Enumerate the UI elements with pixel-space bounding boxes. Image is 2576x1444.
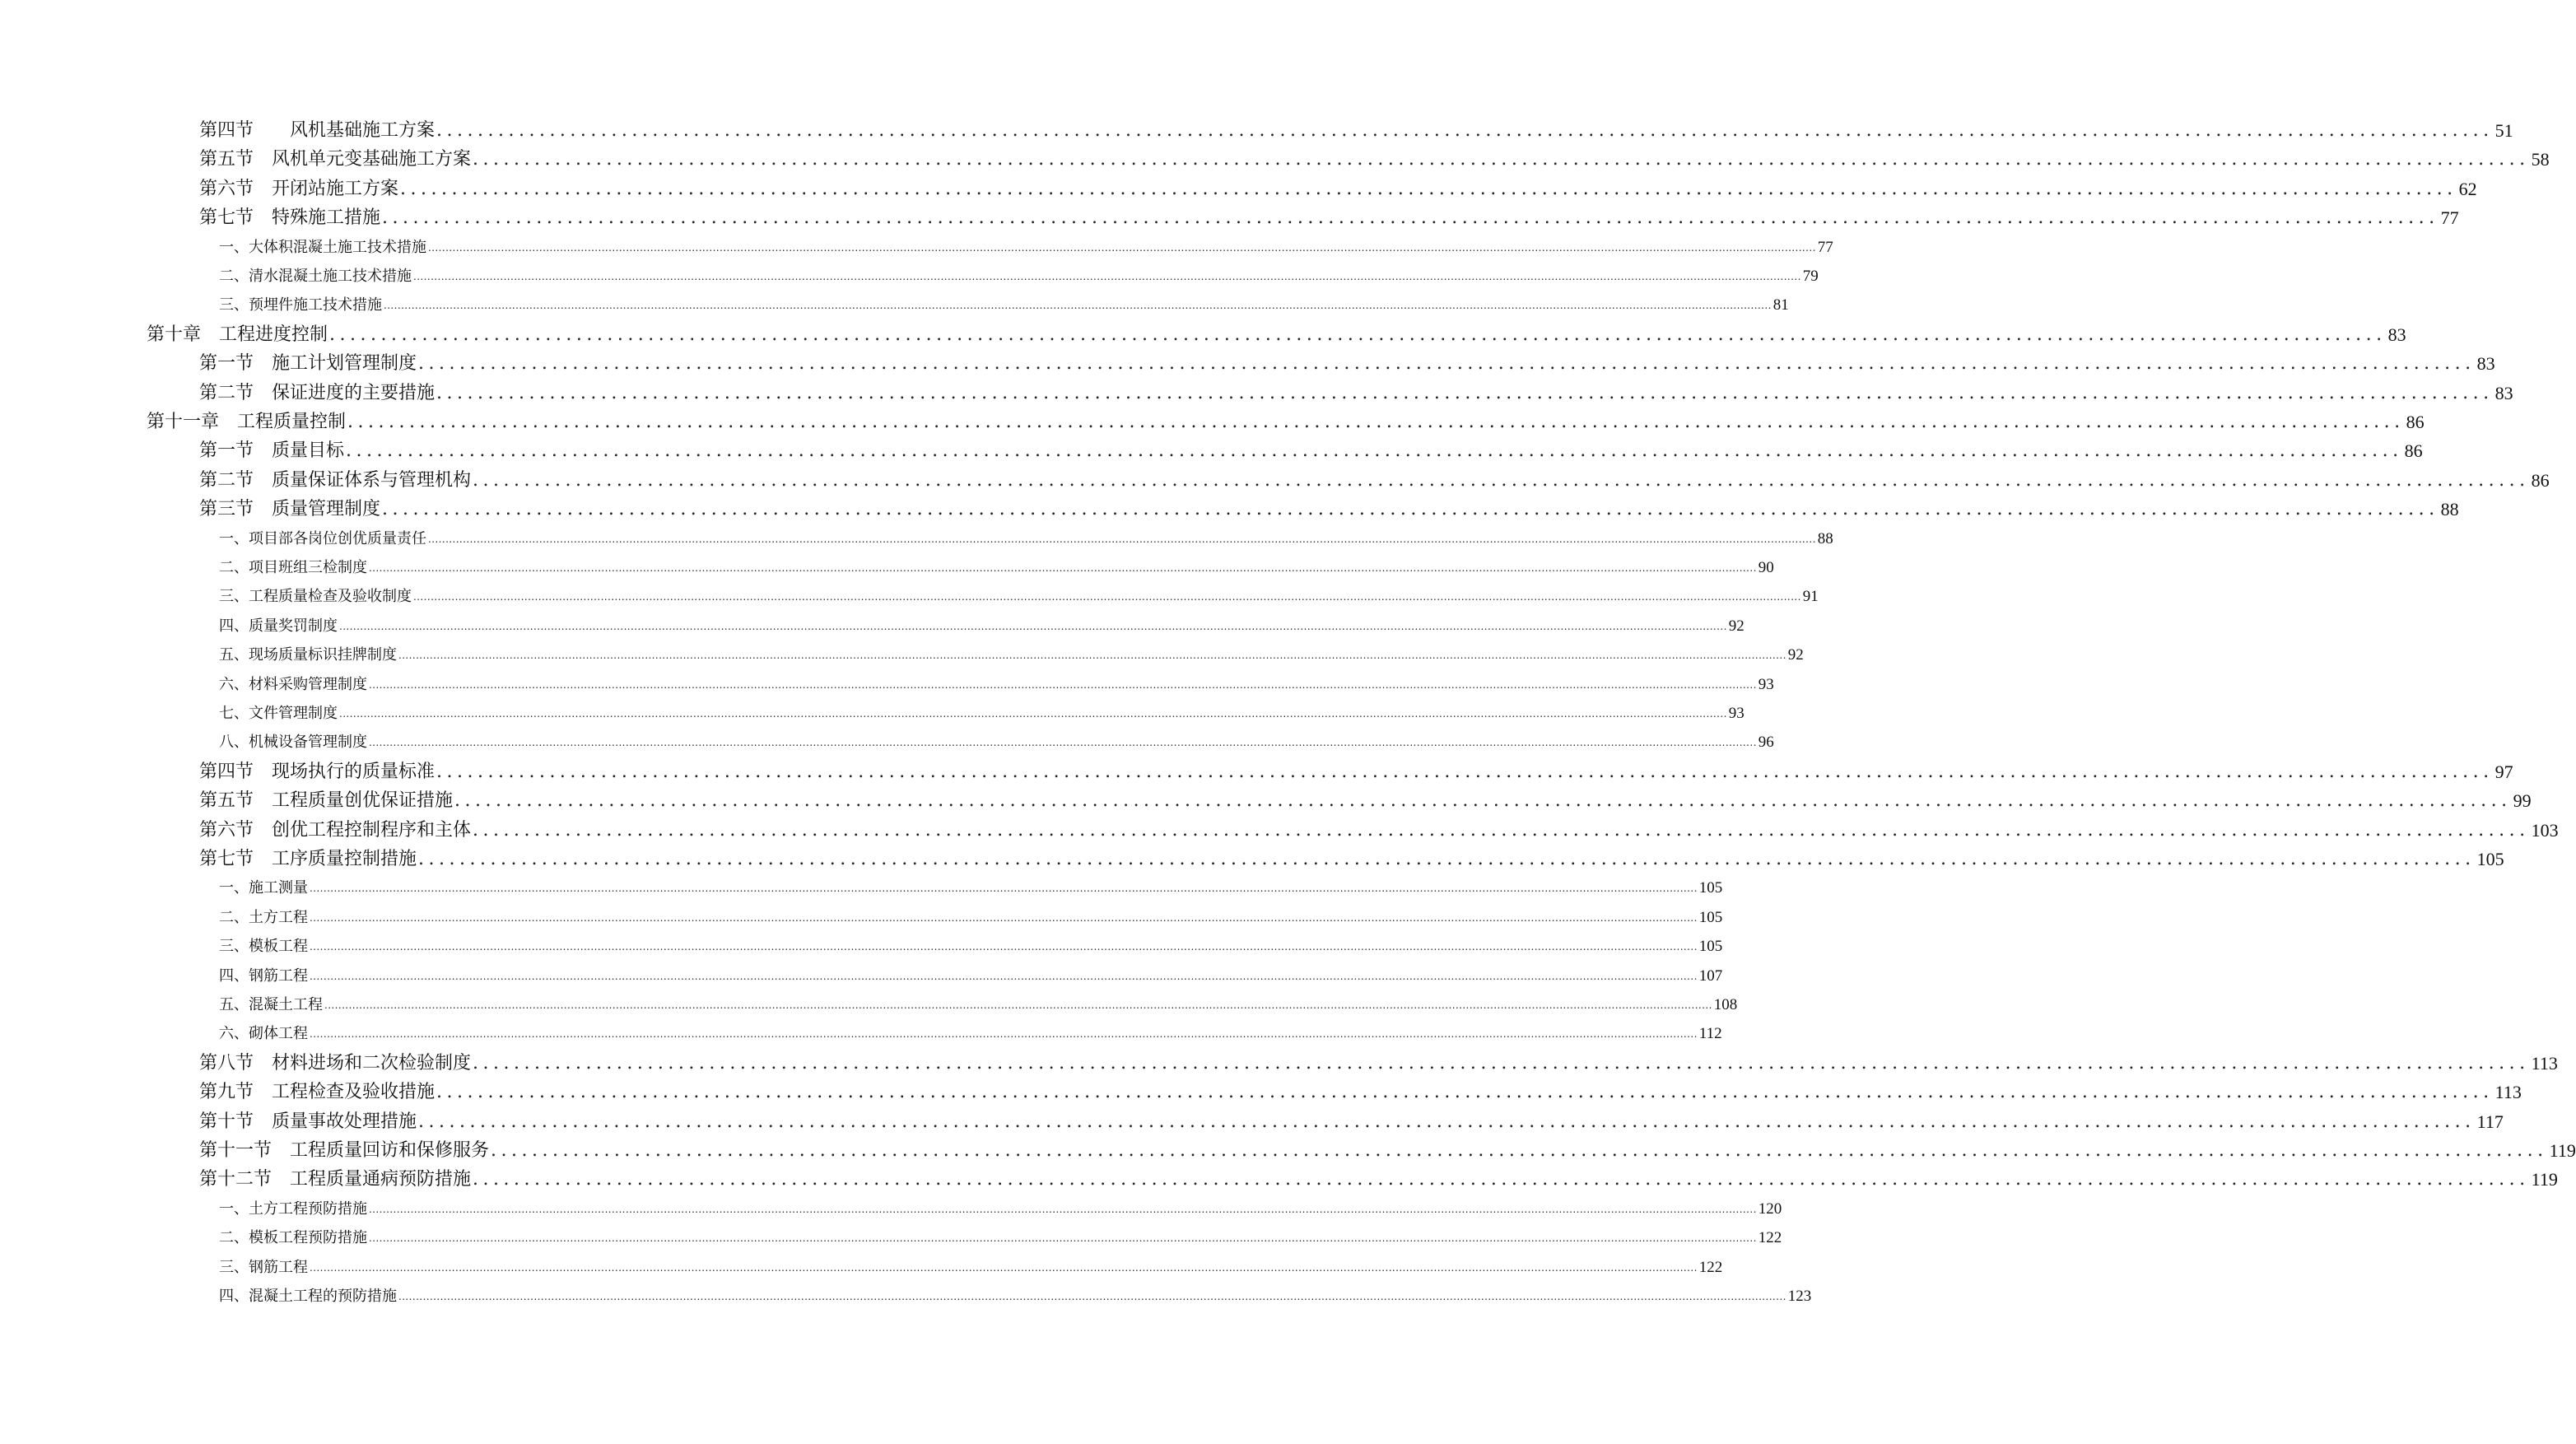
toc-entry-title: 第十一节 工程质量回访和保修服务	[199, 1140, 490, 1161]
dot-leader: ................................................................................................................................................................................................................................................................................................................................................................................................................	[310, 941, 1698, 953]
toc-entry-page-number: 77	[1817, 238, 1833, 256]
toc-entry-title: 二、清水混凝土施工技术措施	[219, 268, 412, 285]
toc-entry-item[interactable]	[219, 1226, 1782, 1251]
dot-leader: ........................................................................................................................................................................................................	[329, 324, 2387, 345]
toc-entry-title: 一、土方工程预防措施	[219, 1199, 367, 1218]
toc-entry-page-number: 92	[1787, 646, 1804, 664]
toc-entry-title: 第二节 保证进度的主要措施	[199, 382, 436, 403]
toc-entry-title: 四、质量奖罚制度	[219, 617, 338, 635]
dot-leader: ................................................................................................................................................................................................................................................................................................................................................................................................................	[413, 271, 1801, 282]
toc-entry-title: 八、机械设备管理制度	[219, 734, 367, 752]
toc-entry-page-number: 120	[1758, 1199, 1782, 1218]
toc-entry-title: 第六节 开闭站施工方案	[199, 178, 399, 199]
toc-entry-title: 第十一章 工程质量控制	[147, 412, 347, 432]
toc-entry-item[interactable]	[219, 906, 1723, 930]
toc-entry-title: 四、混凝土工程的预防措施	[219, 1288, 397, 1305]
dot-leader: ........................................................................................................................................................................................................	[418, 1111, 2476, 1132]
toc-entry-title: 第二节 质量保证体系与管理机构	[199, 469, 472, 491]
dot-leader: ................................................................................................................................................................................................................................................................................................................................................................................................................	[310, 1261, 1698, 1274]
toc-entry-item[interactable]	[219, 264, 1819, 289]
toc-entry-title: 二、土方工程	[219, 908, 308, 926]
toc-entry-item[interactable]	[219, 235, 1833, 260]
toc-entry-section[interactable]	[199, 1167, 2558, 1192]
toc-entry-title: 第五节 工程质量创优保证措施	[199, 790, 454, 812]
toc-entry-title: 六、材料采购管理制度	[219, 675, 367, 693]
toc-entry-title: 三、模板工程	[219, 938, 308, 956]
dot-leader: ........................................................................................................................................................................................................	[454, 790, 2512, 812]
dot-leader: ........................................................................................................................................................................................................	[382, 499, 2439, 520]
toc-entry-title: 一、大体积混凝土施工技术措施	[219, 238, 426, 256]
toc-entry-section[interactable]	[199, 847, 2504, 872]
dot-leader: ................................................................................................................................................................................................................................................................................................................................................................................................................	[310, 1028, 1698, 1041]
toc-entry-section[interactable]	[199, 789, 2532, 813]
toc-entry-title: 第十节 质量事故处理措施	[199, 1111, 417, 1132]
toc-entry-title: 一、项目部各岗位创优质量责任	[219, 529, 426, 547]
dot-leader: ................................................................................................................................................................................................................................................................................................................................................................................................................	[339, 620, 1727, 632]
toc-entry-section[interactable]	[199, 1110, 2504, 1134]
toc-entry-section[interactable]	[199, 206, 2459, 231]
toc-entry-item[interactable]	[219, 293, 1789, 318]
toc-entry-item[interactable]	[219, 964, 1723, 989]
dot-leader: ........................................................................................................................................................................................................	[473, 469, 2530, 491]
dot-leader: ................................................................................................................................................................................................................................................................................................................................................................................................................	[398, 650, 1786, 662]
toc-entry-page-number: 83	[2387, 324, 2406, 345]
toc-entry-section[interactable]	[199, 1139, 2576, 1163]
dot-leader: ................................................................................................................................................................................................................................................................................................................................................................................................................	[428, 533, 1816, 545]
toc-entry-page-number: 86	[2404, 440, 2423, 462]
toc-entry-page-number: 105	[1698, 938, 1723, 956]
toc-entry-section[interactable]	[199, 119, 2513, 143]
toc-entry-page-number: 119	[2549, 1140, 2576, 1161]
dot-leader: ........................................................................................................................................................................................................	[436, 1082, 2494, 1103]
toc-entry-title: 第九节 工程检查及验收措施	[199, 1082, 436, 1103]
toc-entry-section[interactable]	[199, 1080, 2522, 1105]
toc-entry-page-number: 93	[1728, 705, 1745, 722]
toc-entry-chapter[interactable]	[147, 410, 2425, 435]
dot-leader: ........................................................................................................................................................................................................	[473, 1052, 2530, 1074]
dot-leader: ................................................................................................................................................................................................................................................................................................................................................................................................................	[413, 591, 1801, 603]
toc-entry-title: 第五节 风机单元变基础施工方案	[199, 149, 472, 170]
toc-entry-title: 第十章 工程进度控制	[147, 324, 328, 345]
dot-leader: ................................................................................................................................................................................................................................................................................................................................................................................................................	[310, 883, 1698, 895]
toc-entry-page-number: 123	[1787, 1288, 1812, 1305]
toc-entry-title: 第三节 质量管理制度	[199, 499, 381, 520]
toc-entry-page-number: 86	[2406, 412, 2425, 432]
toc-entry-section[interactable]	[199, 468, 2550, 493]
toc-entry-item[interactable]	[219, 876, 1723, 901]
dot-leader: ................................................................................................................................................................................................................................................................................................................................................................................................................	[310, 911, 1698, 924]
toc-entry-page-number: 83	[2476, 353, 2495, 375]
toc-entry-section[interactable]	[199, 818, 2559, 843]
dot-leader: ........................................................................................................................................................................................................	[491, 1140, 2548, 1161]
toc-entry-page-number: 88	[1817, 529, 1833, 547]
toc-entry-item[interactable]	[219, 585, 1819, 609]
toc-entry-page-number: 105	[1698, 879, 1723, 897]
toc-entry-title: 第六节 创优工程控制程序和主体	[199, 819, 472, 841]
toc-entry-page-number: 88	[2440, 499, 2459, 520]
toc-entry-page-number: 93	[1758, 675, 1774, 693]
dot-leader: ........................................................................................................................................................................................................	[473, 1169, 2530, 1190]
toc-entry-item[interactable]	[219, 643, 1804, 668]
toc-entry-section[interactable]	[199, 439, 2423, 463]
dot-leader: ........................................................................................................................................................................................................	[347, 412, 2405, 432]
toc-entry-page-number: 92	[1728, 617, 1745, 635]
toc-entry-title: 第一节 质量目标	[199, 440, 345, 462]
toc-entry-page-number: 107	[1698, 967, 1723, 985]
toc-entry-title: 五、混凝土工程	[219, 996, 323, 1013]
toc-entry-item[interactable]	[219, 556, 1774, 580]
toc-entry-page-number: 113	[2494, 1082, 2522, 1103]
dot-leader: ................................................................................................................................................................................................................................................................................................................................................................................................................	[428, 241, 1816, 254]
toc-entry-page-number: 51	[2494, 120, 2513, 141]
toc-entry-item[interactable]	[219, 527, 1833, 552]
toc-entry-page-number: 91	[1802, 588, 1819, 606]
toc-entry-item[interactable]	[219, 614, 1745, 639]
toc-entry-page-number: 105	[1698, 908, 1723, 926]
toc-entry-item[interactable]	[219, 673, 1774, 697]
toc-entry-item[interactable]	[219, 1022, 1722, 1046]
toc-entry-title: 一、施工测量	[219, 879, 308, 897]
dot-leader: ........................................................................................................................................................................................................	[473, 149, 2530, 170]
toc-entry-title: 四、钢筋工程	[219, 967, 308, 985]
toc-entry-page-number: 117	[2476, 1111, 2504, 1132]
toc-entry-section[interactable]	[199, 760, 2513, 785]
toc-entry-page-number: 99	[2513, 790, 2532, 812]
toc-entry-page-number: 58	[2531, 149, 2550, 170]
dot-leader: ................................................................................................................................................................................................................................................................................................................................................................................................................	[310, 970, 1698, 982]
toc-entry-title: 三、钢筋工程	[219, 1258, 308, 1276]
toc-entry-page-number: 113	[2531, 1052, 2558, 1074]
toc-entry-title: 六、砌体工程	[219, 1025, 308, 1043]
toc-entry-section[interactable]	[199, 381, 2513, 406]
toc-entry-page-number: 79	[1802, 268, 1819, 285]
toc-entry-section[interactable]	[199, 1051, 2558, 1076]
toc-entry-item[interactable]	[219, 934, 1723, 959]
toc-entry-item[interactable]	[219, 1197, 1782, 1222]
dot-leader: ................................................................................................................................................................................................................................................................................................................................................................................................................	[384, 300, 1772, 312]
toc-entry-page-number: 77	[2440, 207, 2459, 229]
toc-entry-title: 五、现场质量标识挂牌制度	[219, 646, 397, 664]
toc-entry-title: 第四节 风机基础施工方案	[199, 120, 436, 141]
toc-entry-page-number: 119	[2531, 1169, 2558, 1190]
toc-entry-title: 第一节 施工计划管理制度	[199, 353, 417, 375]
toc-entry-title: 第七节 特殊施工措施	[199, 207, 381, 229]
dot-leader: ........................................................................................................................................................................................................	[436, 382, 2494, 403]
toc-entry-title: 第七节 工序质量控制措施	[199, 849, 417, 869]
toc-entry-page-number: 62	[2458, 178, 2477, 199]
toc-entry-title: 第八节 材料进场和二次检验制度	[199, 1052, 472, 1074]
toc-entry-title: 第四节 现场执行的质量标准	[199, 761, 436, 782]
toc-entry-page-number: 105	[2476, 849, 2504, 869]
toc-entry-page-number: 90	[1758, 559, 1774, 576]
dot-leader: ................................................................................................................................................................................................................................................................................................................................................................................................................	[398, 1291, 1786, 1302]
dot-leader: ........................................................................................................................................................................................................	[418, 849, 2476, 869]
toc-entry-page-number: 122	[1758, 1229, 1782, 1247]
dot-leader: ................................................................................................................................................................................................................................................................................................................................................................................................................	[369, 1203, 1757, 1215]
toc-entry-page-number: 103	[2531, 819, 2559, 841]
dot-leader: ................................................................................................................................................................................................................................................................................................................................................................................................................	[339, 708, 1727, 720]
toc-entry-page-number: 122	[1698, 1258, 1723, 1276]
toc-entry-title: 七、文件管理制度	[219, 705, 338, 722]
toc-entry-page-number: 96	[1758, 734, 1774, 752]
toc-entry-page-number: 86	[2531, 469, 2550, 491]
dot-leader: ........................................................................................................................................................................................................	[418, 353, 2476, 375]
toc-entry-item[interactable]	[219, 701, 1745, 726]
toc-entry-page-number: 108	[1713, 996, 1738, 1013]
toc-entry-item[interactable]	[219, 1284, 1812, 1309]
dot-leader: ........................................................................................................................................................................................................	[400, 178, 2457, 199]
toc-entry-page-number: 97	[2494, 761, 2513, 782]
toc-entry-item[interactable]	[219, 1255, 1723, 1280]
dot-leader: ........................................................................................................................................................................................................	[436, 761, 2494, 782]
toc-entry-chapter[interactable]	[147, 323, 2406, 347]
toc-entry-item[interactable]	[219, 993, 1738, 1018]
toc-entry-item[interactable]	[219, 730, 1774, 755]
toc-entry-title: 第十二节 工程质量通病预防措施	[199, 1169, 472, 1190]
dot-leader: ........................................................................................................................................................................................................	[382, 207, 2439, 229]
dot-leader: ................................................................................................................................................................................................................................................................................................................................................................................................................	[324, 999, 1712, 1011]
dot-leader: ................................................................................................................................................................................................................................................................................................................................................................................................................	[369, 1232, 1757, 1245]
toc-entry-section[interactable]	[199, 497, 2459, 522]
toc-entry-section[interactable]	[199, 177, 2477, 202]
toc-entry-section[interactable]	[199, 352, 2495, 376]
toc-entry-title: 二、模板工程预防措施	[219, 1229, 367, 1247]
toc-entry-title: 三、预埋件施工技术措施	[219, 296, 382, 314]
dot-leader: ................................................................................................................................................................................................................................................................................................................................................................................................................	[369, 678, 1757, 691]
toc-entry-title: 二、项目班组三检制度	[219, 559, 367, 576]
toc-entry-title: 三、工程质量检查及验收制度	[219, 588, 412, 606]
toc-entry-page-number: 83	[2494, 382, 2513, 403]
toc-entry-page-number: 112	[1698, 1025, 1722, 1043]
dot-leader: ................................................................................................................................................................................................................................................................................................................................................................................................................	[369, 737, 1757, 749]
dot-leader: ........................................................................................................................................................................................................	[346, 440, 2403, 462]
dot-leader: ........................................................................................................................................................................................................	[436, 120, 2494, 141]
dot-leader: ........................................................................................................................................................................................................	[473, 819, 2530, 841]
dot-leader: ................................................................................................................................................................................................................................................................................................................................................................................................................	[369, 562, 1757, 574]
toc-entry-page-number: 81	[1772, 296, 1789, 314]
toc-entry-section[interactable]	[199, 147, 2550, 172]
